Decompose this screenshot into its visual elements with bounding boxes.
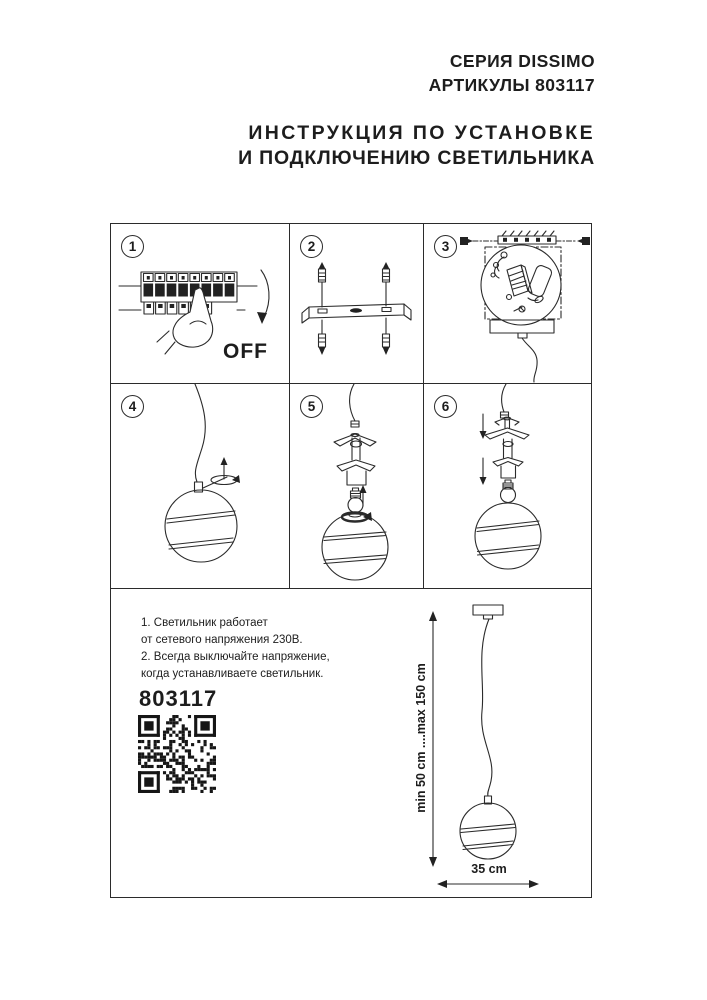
- instruction-title-line1: ИНСТРУКЦИЯ ПО УСТАНОВКЕ: [248, 122, 595, 144]
- note-line: от сетевого напряжения 230В.: [141, 634, 303, 646]
- step-number-badge: [434, 395, 457, 418]
- series-title: СЕРИЯ DISSIMO: [449, 51, 595, 71]
- step-number-badge: [300, 395, 323, 418]
- step-panel-2: [290, 224, 424, 384]
- height-range-label: min 50 cm ....max 150 cm: [414, 663, 428, 813]
- header: [238, 49, 595, 171]
- diameter-label: 35 cm: [471, 862, 507, 876]
- step-number: 1: [128, 239, 137, 254]
- step-panel-3: [424, 224, 591, 384]
- step-number: 6: [441, 399, 450, 414]
- step-number-badge: [434, 235, 457, 258]
- step-number: 4: [128, 399, 137, 414]
- step-number-badge: [121, 395, 144, 418]
- articles-title: АРТИКУЛЫ 803117: [428, 75, 595, 95]
- instruction-title-line2: И ПОДКЛЮЧЕНИЮ СВЕТИЛЬНИКА: [238, 147, 595, 169]
- info-panel: [111, 589, 591, 897]
- off-label: OFF: [223, 340, 268, 363]
- step-panel-4: [111, 384, 290, 589]
- steps-table: [110, 223, 592, 898]
- notes: [141, 615, 421, 683]
- step-number-badge: [300, 235, 323, 258]
- step-number: 3: [441, 239, 450, 254]
- instruction-title: [238, 121, 595, 171]
- qr-code-icon: [138, 715, 216, 793]
- note-line: когда устанавливаете светильник.: [141, 668, 324, 680]
- note-line: 2. Всегда выключайте напряжение,: [141, 651, 330, 663]
- step-panel-1: [111, 224, 290, 384]
- step-panel-5: [290, 384, 424, 589]
- step-number: 5: [307, 399, 316, 414]
- step-number-badge: [121, 235, 144, 258]
- note-line: 1. Светильник работает: [141, 617, 268, 629]
- step-number: 2: [307, 239, 316, 254]
- article-number: 803117: [139, 686, 218, 711]
- step-panel-6: [424, 384, 591, 589]
